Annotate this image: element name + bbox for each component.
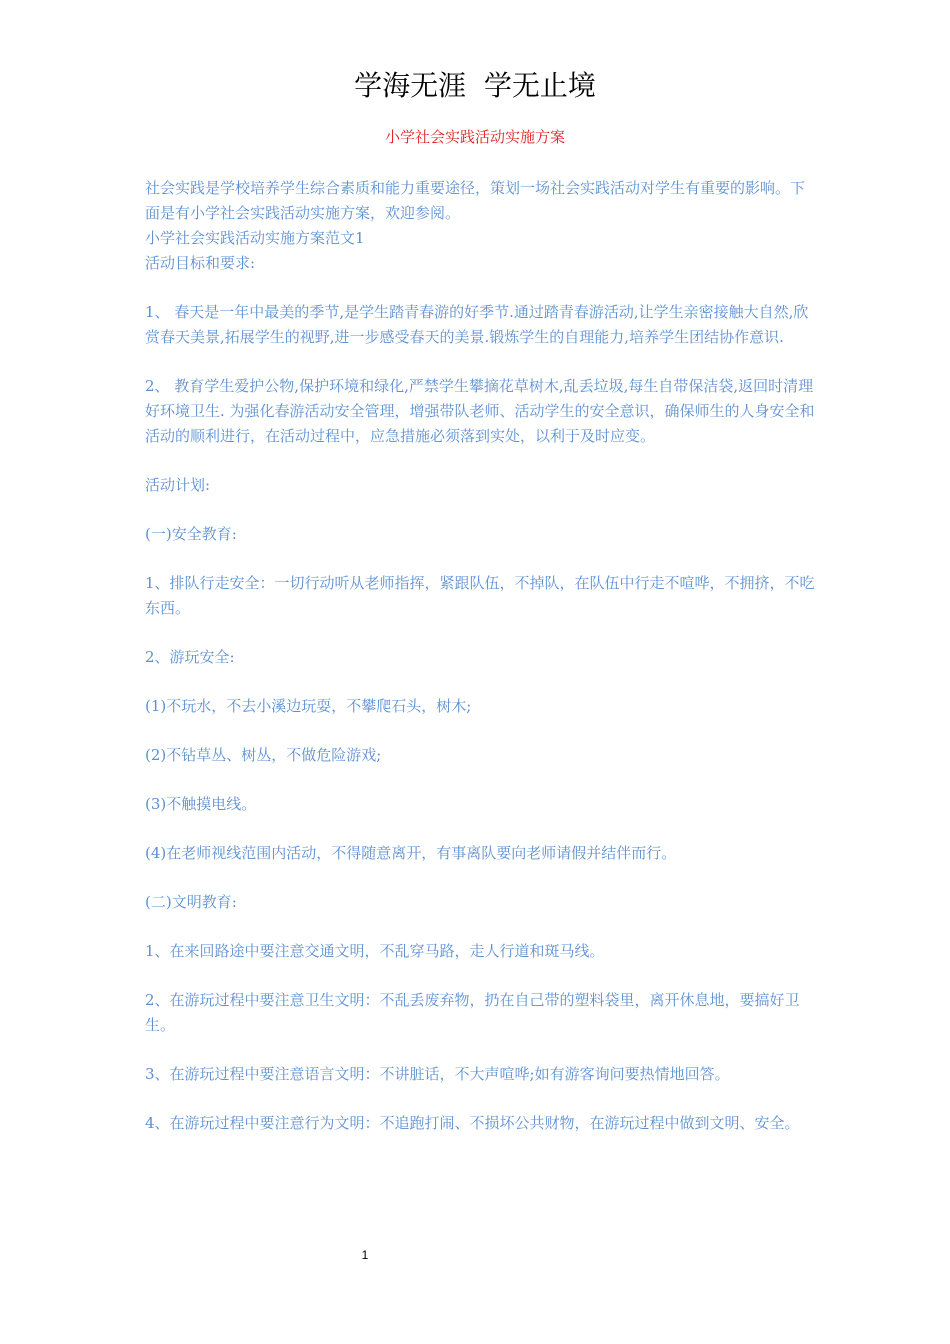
safety-item-1: 1、排队行走安全：一切行动听从老师指挥，紧跟队伍，不掉队，在队伍中行走不喧哗，不拥挤，不吃东西。 bbox=[145, 574, 815, 617]
document-body bbox=[145, 176, 817, 1136]
goal-paragraph-1: 1、 春天是一年中最美的季节,是学生踏青春游的好季节.通过踏青春游活动,让学生亲密接触大自然,欣赏春天美景,拓展学生的视野,进一步感受春天的美景.锻炼学生的自理能力,培养学生团结协作意识. bbox=[145, 303, 809, 346]
sample-heading: 小学社会实践活动实施方案范文1 bbox=[145, 229, 365, 247]
civility-item-1: 1、在来回路途中要注意交通文明，不乱穿马路，走人行道和斑马线。 bbox=[145, 942, 605, 960]
civility-item-4: 4、在游玩过程中要注意行为文明：不追跑打闹、不损坏公共财物，在游玩过程中做到文明、安全。 bbox=[145, 1114, 800, 1132]
plan-heading: 活动计划: bbox=[145, 476, 211, 494]
safety-subitem-1: (1)不玩水，不去小溪边玩耍，不攀爬石头，树木; bbox=[145, 697, 472, 715]
safety-item-2: 2、游玩安全: bbox=[145, 648, 235, 666]
safety-heading: (一)安全教育: bbox=[145, 525, 237, 543]
safety-subitem-4: (4)在老师视线范围内活动，不得随意离开，有事离队要向老师请假并结伴而行。 bbox=[145, 844, 677, 862]
civility-item-2: 2、在游玩过程中要注意卫生文明：不乱丢废弃物，扔在自己带的塑料袋里，离开休息地，要搞好卫生。 bbox=[145, 991, 800, 1034]
safety-subitem-2: (2)不钻草丛、树丛，不做危险游戏; bbox=[145, 746, 382, 764]
civility-item-3: 3、在游玩过程中要注意语言文明：不讲脏话，不大声喧哗;如有游客询问要热情地回答。 bbox=[145, 1065, 730, 1083]
page-header-title: 学海无涯 学无止境 bbox=[354, 69, 596, 102]
civility-heading: (二)文明教育: bbox=[145, 893, 237, 911]
document-title: 小学社会实践活动实施方案 bbox=[384, 128, 565, 146]
intro-paragraph: 社会实践是学校培养学生综合素质和能力重要途径，策划一场社会实践活动对学生有重要的影响。下面是有小学社会实践活动实施方案，欢迎参阅。 bbox=[145, 179, 806, 222]
page-number: 1 bbox=[361, 1248, 369, 1262]
goals-heading: 活动目标和要求: bbox=[145, 254, 256, 272]
goal-paragraph-2: 2、 教育学生爱护公物,保护环境和绿化,严禁学生攀摘花草树木,乱丢垃圾,每生自带保洁袋,返回时清理好环境卫生. 为强化春游活动安全管理，增强带队老师、活动学生的安全意识，确保师生的人身安全和活动的顺利进行，在活动过程中，应急措施必须落到实处，以利于及时应变。 bbox=[145, 377, 815, 445]
safety-subitem-3: (3)不触摸电线。 bbox=[145, 795, 257, 813]
